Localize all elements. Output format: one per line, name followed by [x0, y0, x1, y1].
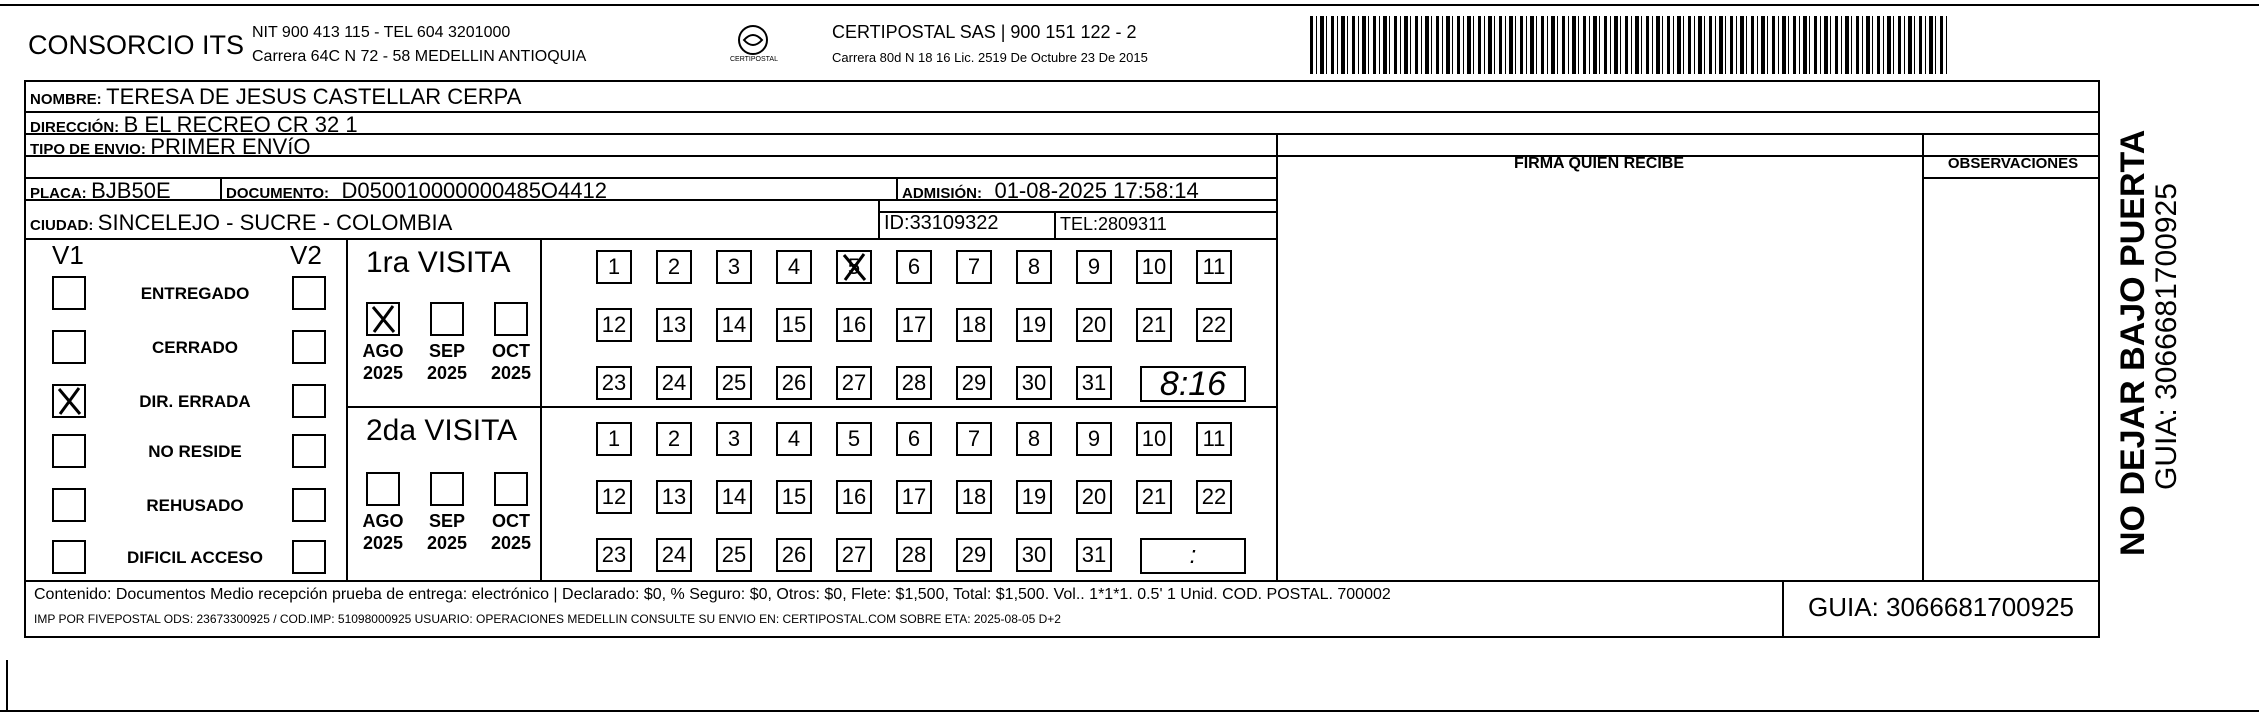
visita1-day-box[interactable]: 18: [956, 308, 992, 342]
month-name: AGO: [362, 341, 404, 361]
ciudad-row: [30, 210, 452, 236]
visita1-day-box[interactable]: 15: [776, 308, 812, 342]
bottom-edge-line: [0, 710, 2259, 712]
footer-contenido: Contenido: Documentos Medio recepción prueba de entrega: electrónico | Declarado: $0, % Seguro: $0, Otros: $0, Flete: $1,500, Total: $1,500. Vol.. 1*1*1. 0.5' 1 Unid. COD. POSTAL. 700002: [34, 586, 1391, 603]
visita1-day-box[interactable]: 8: [1016, 250, 1052, 284]
documento-row: [226, 178, 607, 204]
month-name: AGO: [362, 511, 404, 531]
admision-value: 01-08-2025 17:58:14: [994, 178, 1199, 203]
visita1-day-box[interactable]: 17: [896, 308, 932, 342]
month-year: 2025: [490, 533, 532, 553]
status-label: DIFICIL ACCESO: [126, 548, 263, 567]
company-info-2: Carrera 64C N 72 - 58 MEDELLIN ANTIOQUIA: [252, 48, 587, 65]
status-checkbox-v2[interactable]: [292, 330, 326, 364]
status-checkbox-v2[interactable]: [292, 488, 326, 522]
documento-label: DOCUMENTO:: [226, 185, 330, 202]
visita1-day-box[interactable]: 10: [1136, 250, 1172, 284]
visita1-day-box[interactable]: 25: [716, 366, 752, 400]
visita2-day-box[interactable]: 19: [1016, 480, 1052, 514]
status-label: ENTREGADO: [140, 284, 250, 303]
month-name: SEP: [428, 341, 466, 361]
visita2-month-label: [416, 510, 478, 554]
visita2-day-box[interactable]: 24: [656, 538, 692, 572]
visita1-day-box[interactable]: 22: [1196, 308, 1232, 342]
visita1-day-box[interactable]: 7: [956, 250, 992, 284]
visita2-day-box[interactable]: 3: [716, 422, 752, 456]
month-year: 2025: [426, 533, 468, 553]
visita1-day-box[interactable]: 11: [1196, 250, 1232, 284]
placa-label: PLACA:: [30, 185, 87, 202]
nombre-label: NOMBRE:: [30, 91, 102, 108]
visita2-day-box[interactable]: 29: [956, 538, 992, 572]
visita2-day-box[interactable]: 26: [776, 538, 812, 572]
visita2-day-box[interactable]: 5: [836, 422, 872, 456]
status-checkbox-v2[interactable]: [292, 434, 326, 468]
visita1-day-box[interactable]: 21: [1136, 308, 1172, 342]
month-name: SEP: [428, 511, 466, 531]
tipo-row: [30, 134, 310, 160]
ciudad-value: SINCELEJO - SUCRE - COLOMBIA: [97, 210, 453, 235]
status-label: NO RESIDE: [148, 442, 242, 461]
id-row: [884, 212, 999, 235]
visita2-day-box[interactable]: 31: [1076, 538, 1112, 572]
side-guia: GUIA: 3066681700925: [2150, 183, 2183, 490]
month-year: 2025: [490, 363, 532, 383]
visita1-day-box[interactable]: 28: [896, 366, 932, 400]
visita1-day-box[interactable]: 13: [656, 308, 692, 342]
visita2-day-box[interactable]: 7: [956, 422, 992, 456]
v1-header: V1: [52, 240, 84, 270]
nombre-row: [30, 84, 521, 110]
tipo-label: TIPO DE ENVIO:: [30, 141, 146, 158]
placa-value: BJB50E: [91, 178, 171, 203]
status-checkbox-v1[interactable]: [52, 488, 86, 522]
v2-header: V2: [290, 240, 322, 270]
month-year: 2025: [362, 363, 404, 383]
visita2-day-box[interactable]: 23: [596, 538, 632, 572]
nombre-value: TERESA DE JESUS CASTELLAR CERPA: [106, 84, 522, 109]
visita2-month-label: [480, 510, 542, 554]
visita2-day-box[interactable]: 17: [896, 480, 932, 514]
admision-row: [902, 178, 1199, 204]
company-name: CONSORCIO ITS: [28, 30, 245, 60]
status-label: REHUSADO: [146, 496, 244, 515]
placa-row: [30, 178, 171, 204]
visita1-day-box[interactable]: 4: [776, 250, 812, 284]
visita2-day-box[interactable]: 8: [1016, 422, 1052, 456]
visita1-title: 1ra VISITA: [366, 246, 511, 279]
visita2-day-box[interactable]: 4: [776, 422, 812, 456]
tel-row: [1060, 214, 1167, 235]
month-year: 2025: [426, 363, 468, 383]
visita2-day-box[interactable]: 28: [896, 538, 932, 572]
visita1-day-box[interactable]: 20: [1076, 308, 1112, 342]
certipostal-info-1: CERTIPOSTAL SAS | 900 151 122 - 2: [832, 22, 1137, 42]
visita1-day-box[interactable]: 12: [596, 308, 632, 342]
visita1-time-box[interactable]: 8:16: [1140, 366, 1246, 402]
ciudad-label: CIUDAD:: [30, 217, 94, 234]
visita1-day-box[interactable]: 6: [896, 250, 932, 284]
status-checkbox-v2[interactable]: [292, 276, 326, 310]
visita2-day-box[interactable]: 15: [776, 480, 812, 514]
status-checkbox-v1[interactable]: [52, 434, 86, 468]
status-checkbox-v2[interactable]: [292, 540, 326, 574]
visita1-day-box[interactable]: 31: [1076, 366, 1112, 400]
direccion-label: DIRECCIÓN:: [30, 119, 120, 136]
visita2-day-box[interactable]: 14: [716, 480, 752, 514]
observaciones-header: OBSERVACIONES: [1947, 155, 2079, 172]
visita2-day-box[interactable]: 10: [1136, 422, 1172, 456]
status-checkbox-v1[interactable]: [52, 540, 86, 574]
visita2-day-box[interactable]: 20: [1076, 480, 1112, 514]
logo-text: CERTIPOSTAL: [730, 56, 778, 63]
visita1-day-box[interactable]: 29: [956, 366, 992, 400]
status-checkbox-v1-checked[interactable]: [52, 384, 86, 418]
footer-imp: IMP POR FIVEPOSTAL ODS: 23673300925 / COD.IMP: 51098000925 USUARIO: OPERACIONES MEDELLIN CONSULTE SU ENVIO EN: CERTIPOSTAL.COM SOBRE ETA: 2025-08-05 D+2: [34, 612, 1061, 626]
visita1-day-box[interactable]: 1: [596, 250, 632, 284]
month-name: OCT: [492, 341, 530, 361]
status-checkbox-v2[interactable]: [292, 384, 326, 418]
company-info-1: NIT 900 413 115 - TEL 604 3201000: [252, 24, 511, 41]
visita2-day-box[interactable]: 13: [656, 480, 692, 514]
top-edge-line: [0, 4, 2259, 6]
direccion-value: B EL RECREO CR 32 1: [123, 112, 358, 137]
month-name: OCT: [492, 511, 530, 531]
visita1-month-label: [480, 340, 542, 384]
footer-guia: GUIA: 3066681700925: [1808, 592, 2074, 622]
visita2-day-box[interactable]: 2: [656, 422, 692, 456]
status-checkbox-v1[interactable]: [52, 330, 86, 364]
visita1-day-box[interactable]: 14: [716, 308, 752, 342]
firma-header: FIRMA QUIEN RECIBE: [1513, 155, 1685, 172]
visita1-month-label: [352, 340, 414, 384]
admision-label: ADMISIÓN:: [902, 185, 982, 202]
visita2-time-box[interactable]: :: [1140, 538, 1246, 574]
certipostal-info-2: Carrera 80d N 18 16 Lic. 2519 De Octubre 23 De 2015: [832, 50, 1148, 65]
visita2-day-box[interactable]: 25: [716, 538, 752, 572]
visita2-day-box[interactable]: 22: [1196, 480, 1232, 514]
visita1-day-box[interactable]: 16: [836, 308, 872, 342]
visita1-day-box[interactable]: 26: [776, 366, 812, 400]
certipostal-logo: [730, 22, 776, 68]
visita1-month-checkbox[interactable]: [494, 302, 528, 336]
visita1-day-box[interactable]: 19: [1016, 308, 1052, 342]
visita1-day-box[interactable]: 2: [656, 250, 692, 284]
status-label: CERRADO: [152, 338, 238, 357]
id-label: ID:: [884, 212, 910, 234]
visita1-month-checkbox-checked[interactable]: [366, 302, 400, 336]
visita1-day-box[interactable]: 9: [1076, 250, 1112, 284]
visita2-day-box[interactable]: 11: [1196, 422, 1232, 456]
tel-value: 2809311: [1098, 214, 1167, 234]
barcode-image: [1310, 16, 1950, 74]
tel-label: TEL:: [1060, 214, 1099, 234]
visita1-day-box[interactable]: 30: [1016, 366, 1052, 400]
visita2-day-box[interactable]: 30: [1016, 538, 1052, 572]
visita1-month-label: [416, 340, 478, 384]
visita2-day-box[interactable]: 6: [896, 422, 932, 456]
visita2-month-checkbox[interactable]: [494, 472, 528, 506]
visita2-month-checkbox[interactable]: [366, 472, 400, 506]
visita2-day-box[interactable]: 9: [1076, 422, 1112, 456]
documento-value: D050010000000485O4412: [341, 178, 607, 203]
visita1-day-box[interactable]: 23: [596, 366, 632, 400]
visita2-day-box[interactable]: 27: [836, 538, 872, 572]
no-dejar-bajo-puerta: NO DEJAR BAJO PUERTA: [2114, 129, 2152, 556]
status-checkbox-v1[interactable]: [52, 276, 86, 310]
visita2-title: 2da VISITA: [366, 414, 518, 447]
visita2-day-box[interactable]: 21: [1136, 480, 1172, 514]
visita2-month-checkbox[interactable]: [430, 472, 464, 506]
visita1-day-box[interactable]: 24: [656, 366, 692, 400]
tipo-value: PRIMER ENVíO: [150, 134, 311, 159]
visita2-month-label: [352, 510, 414, 554]
visita2-day-box[interactable]: 1: [596, 422, 632, 456]
visita1-month-checkbox[interactable]: [430, 302, 464, 336]
visita2-day-box[interactable]: 12: [596, 480, 632, 514]
visita1-day-box-marked[interactable]: 5: [836, 250, 872, 284]
visita1-day-box[interactable]: 3: [716, 250, 752, 284]
month-year: 2025: [362, 533, 404, 553]
status-label: DIR. ERRADA: [139, 392, 251, 411]
id-value: 33109322: [909, 212, 999, 234]
visita1-day-box[interactable]: 27: [836, 366, 872, 400]
visita2-day-box[interactable]: 18: [956, 480, 992, 514]
visita2-day-box[interactable]: 16: [836, 480, 872, 514]
